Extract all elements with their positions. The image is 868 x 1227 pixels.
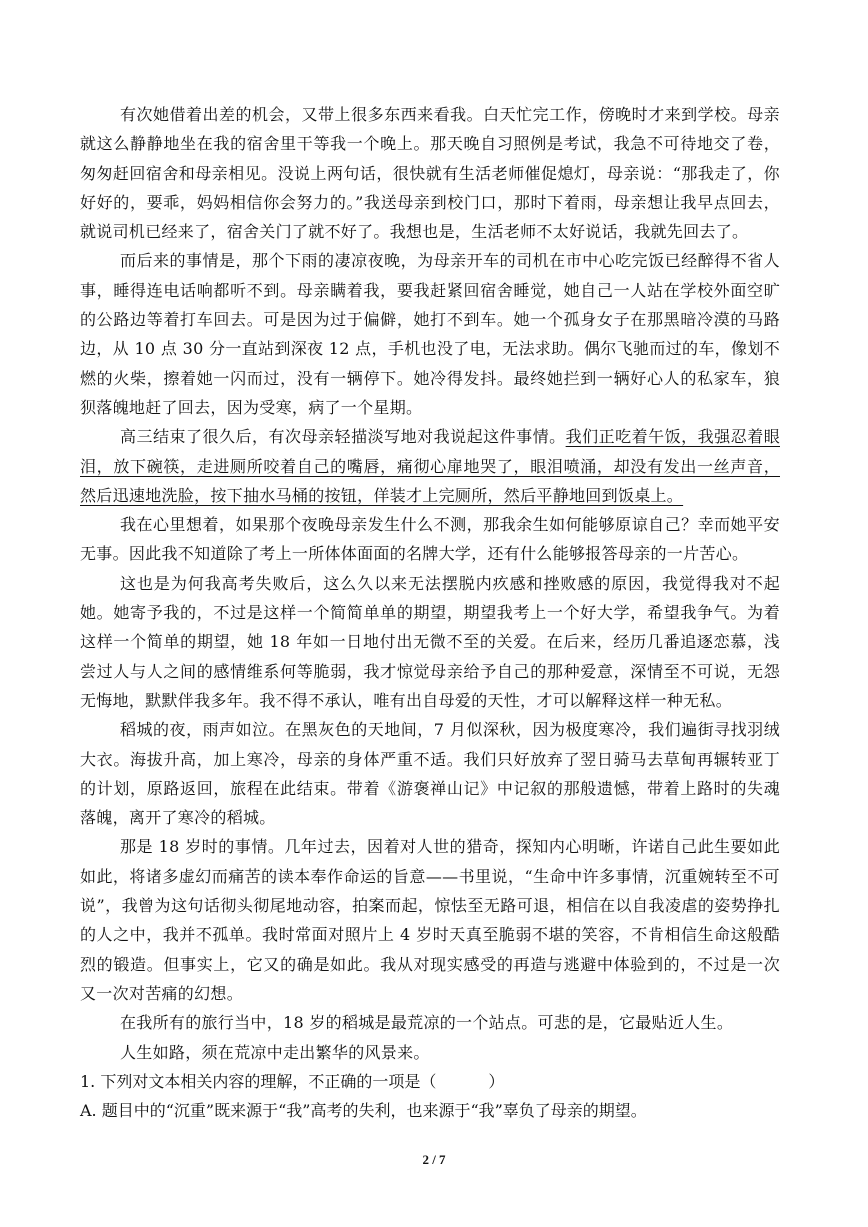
paragraph-7: 那是 18 岁时的事情。几年过去，因着对人世的猎奇，探知内心明晰，许诺自己此生要如此如此，将诸多虚幻而痛苦的读本奉作命运的旨意——书里说，“生命中许多事情，沉重婉转至不可说”，我曾为这句话彻头彻尾地动容，拍案而起，惊怯至无路可退，相信在以自我凌虐的姿势挣扎的人之中，我并不孤单。我时常面对照片上 4 岁时天真至脆弱不堪的笑容，不肯相信生命这般酷烈的锻造。但事实上，它又的确是如此。我从对现实感受的再造与逃避中体验到的，不过是一次又一次对苦痛的幻想。: [80, 837, 780, 1003]
paragraph-8: 在我所有的旅行当中，18 岁的稻城是最荒凉的一个站点。可悲的是，它最贴近人生。: [120, 1013, 734, 1033]
question-stem: [80, 1067, 780, 1096]
question-stem-text: 1. 下列对文本相关内容的理解，不正确的一项是（: [80, 1071, 437, 1091]
paragraph-5: 这也是为何我高考失败后，这么久以来无法摆脱内疚感和挫败感的原因，我觉得我对不起她。她寄予我的，不过是这样一个简简单单的期望，期望我考上一个好大学，希望我争气。为着这样一个简单的期望，她 18 年如一日地付出无微不至的关爱。在后来，经历几番追逐恋慕，浅尝过人与人之间的感情维系何等脆弱，我才惊觉母亲给予自己的那种爱意，深情至不可说，无怨无悔地，默默伴我多年。我不得不承认，唯有出自母爱的天性，才可以解释这样一种无私。: [80, 573, 780, 710]
document-body: [80, 100, 780, 1125]
paragraph-1: 有次她借着出差的机会，又带上很多东西来看我。白天忙完工作，傍晚时才来到学校。母亲就这么静静地坐在我的宿舍里干等我一个晚上。那天晚自习照例是考试，我急不可待地交了卷，匆匆赶回宿舍和母亲相见。没说上两句话，很快就有生活老师催促熄灯，母亲说：“那我走了，你好好的，要乖，妈妈相信你会努力的。”我送母亲到校门口，那时下着雨，母亲想让我早点回去，就说司机已经来了，宿舍关门了就不好了。我想也是，生活老师不太好说话，我就先回去了。: [80, 105, 780, 242]
paragraph-6: 稻城的夜，雨声如泣。在黑灰色的天地间，7 月似深秋，因为极度寒冷，我们遍街寻找羽绒大衣。海拔升高，加上寒冷，母亲的身体严重不适。我们只好放弃了翌日骑马去草甸再辗转亚丁的计划，原路返回，旅程在此结束。带着《游褒禅山记》中记叙的那般遗憾，带着上路时的失魂落魄，离开了寒冷的稻城。: [80, 720, 780, 828]
paragraph-3-text: 高三结束了很久后，有次母亲轻描淡写地对我说起这件事情。: [120, 427, 566, 447]
paragraph-4: 我在心里想着，如果那个夜晚母亲发生什么不测，那我余生如何能够原谅自己？幸而她平安无事。因此我不知道除了考上一所体体面面的名牌大学，还有什么能够报答母亲的一片苦心。: [80, 515, 780, 564]
page-number: 2 / 7: [422, 1152, 446, 1167]
underlined-passage: 我们正吃着午饭，我强忍着眼泪，放下碗筷，走进厕所咬着自己的嘴唇，痛彻心扉地哭了，眼泪喷涌，却没有发出一丝声音，然后迅速地洗脸，按下抽水马桶的按钮，佯装才上完厕所，然后平静地回到饭桌上。: [80, 427, 780, 505]
option-a: A. 题目中的“沉重”既来源于“我”高考的失利，也来源于“我”辜负了母亲的期望。: [80, 1101, 647, 1121]
paragraph-2: 而后来的事情是，那个下雨的凄凉夜晚，为母亲开车的司机在市中心吃完饭已经醉得不省人事，睡得连电话响都听不到。母亲瞒着我，要我赶紧回宿舍睡觉，她自己一人站在学校外面空旷的公路边等着打车回去。可是因为过于偏僻，她打不到车。她一个孤身女子在那黑暗冷漠的马路边，从 10 点 30 分一直站到深夜 12 点，手机也没了电，无法求助。偶尔飞驰而过的车，像划不燃的火柴，擦着她一闪而过，没有一辆停下。她冷得发抖。最终她拦到一辆好心人的私家车，狼狈落魄地赶了回去，因为受寒，病了一个星期。: [80, 251, 780, 417]
paragraph-3: [80, 422, 780, 510]
question-stem-close: ）: [488, 1071, 505, 1091]
paragraph-9: 人生如路，须在荒凉中走出繁华的风景来。: [120, 1042, 430, 1062]
